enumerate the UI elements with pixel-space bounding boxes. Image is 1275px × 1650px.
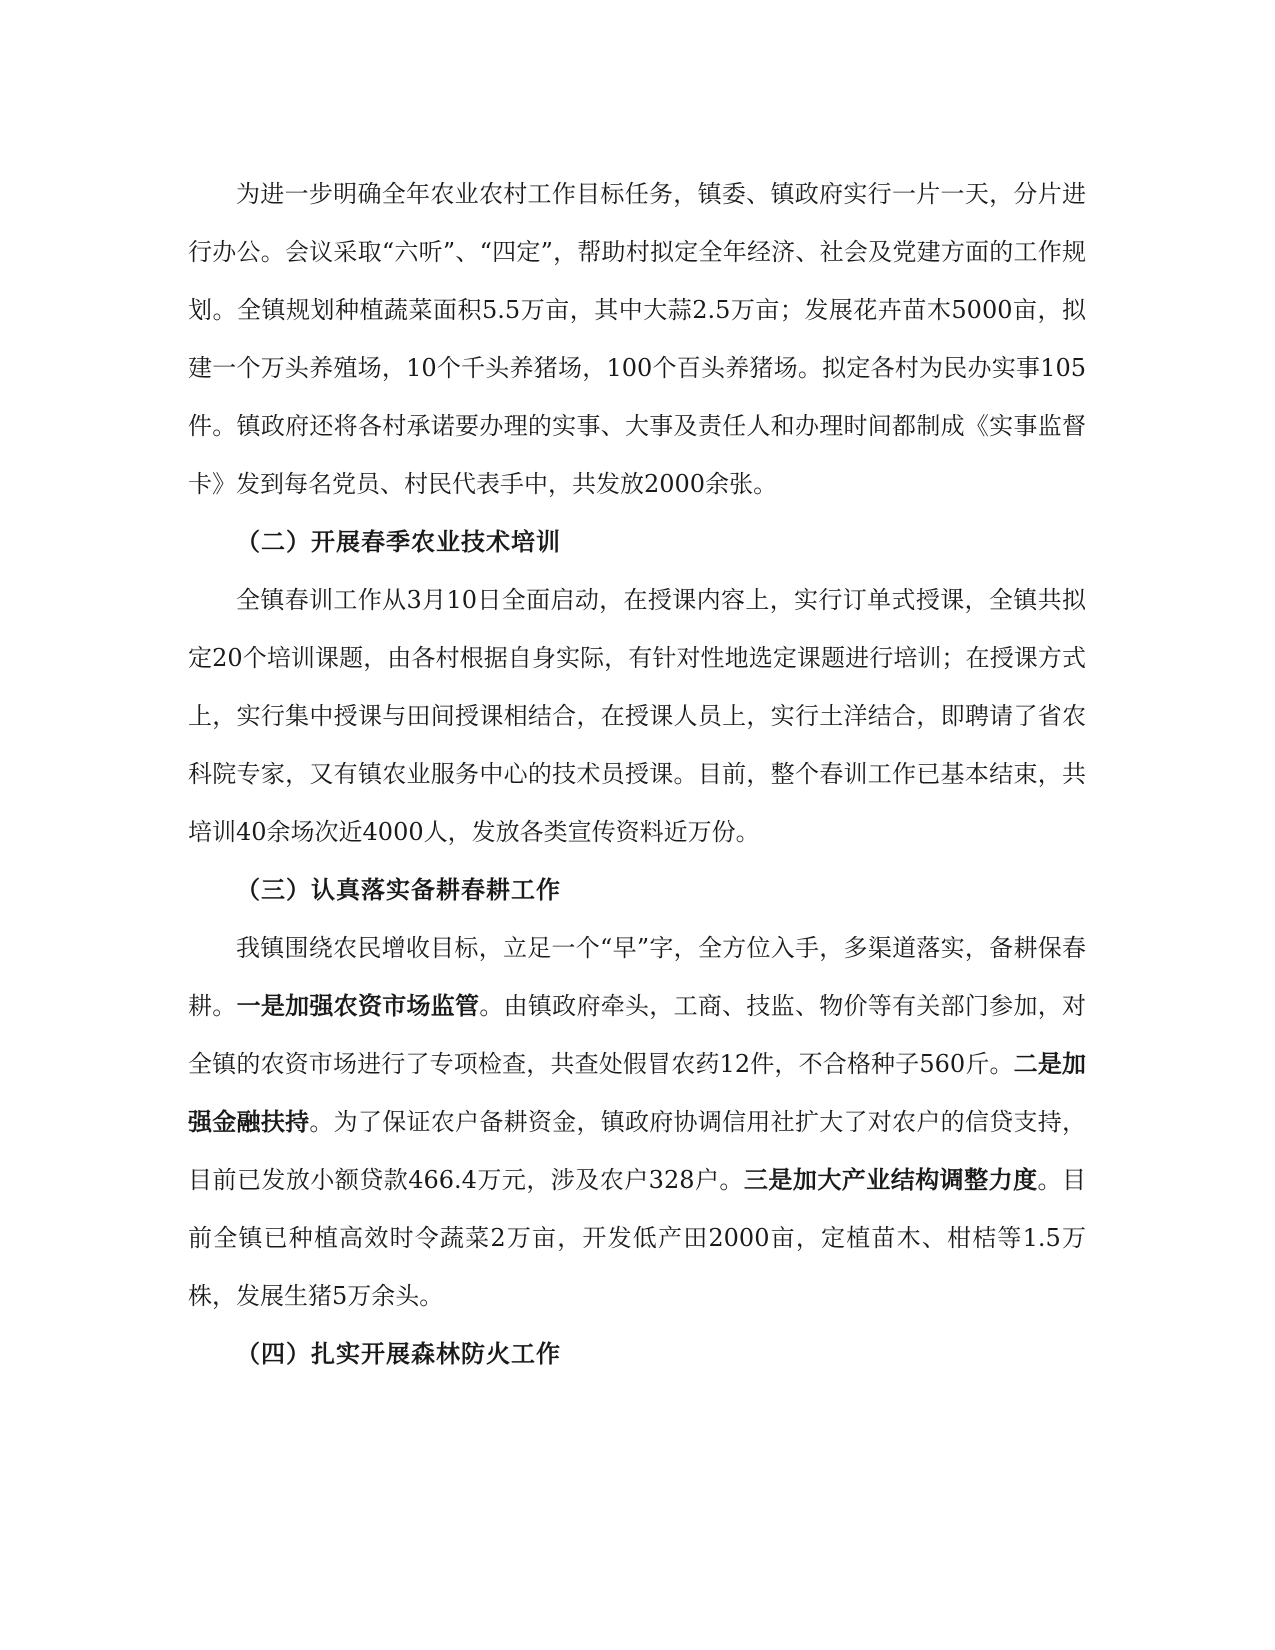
paragraph-spring-training: 全镇春训工作从3月10日全面启动，在授课内容上，实行订单式授课，全镇共拟定20个培训课题，由各村根据自身实际，有针对性地选定课题进行培训；在授课方式上，实行集中授课与田间授课相结合，在授课人员上，实行土洋结合，即聘请了省农科院专家，又有镇农业服务中心的技术员授课。目前，整个春训工作已基本结束，共培训40余场次近4000人，发放各类宣传资料近万份。 [188,586,1086,846]
document-body [188,165,1086,1383]
section-heading-forest-fire: （四）扎实开展森林防火工作 [236,1340,561,1368]
section-heading-spring-plowing: （三）认真落实备耕春耕工作 [236,876,561,904]
section-heading-spring-training: （二）开展春季农业技术培训 [236,528,561,556]
paragraph-work-planning: 为进一步明确全年农业农村工作目标任务，镇委、镇政府实行一片一天，分片进行办公。会议采取“六听”、“四定”，帮助村拟定全年经济、社会及党建方面的工作规划。全镇规划种植蔬菜面积5.5万亩，其中大蒜2.5万亩；发展花卉苗木5000亩，拟建一个万头养殖场，10个千头养猪场，100个百头养猪场。拟定各村为民办实事105件。镇政府还将各村承诺要办理的实事、大事及责任人和办理时间都制成《实事监督卡》发到每名党员、村民代表手中，共发放2000余张。 [188,180,1086,498]
point-two-text: 。为了保证农户备耕资金，镇政府协调信用社扩大了对农户的信贷支持，目前已发放小额贷款466.4万元，涉及农户328户。 [188,1108,1086,1194]
point-two-title: 二是加强金融扶持 [188,1050,1086,1136]
plowing-intro-text: 我镇围绕农民增收目标，立足一个“早”字，全方位入手，多渠道落实，备耕保春耕。 [188,934,1086,1020]
point-three-title: 三是加大产业结构调整力度 [743,1166,1038,1194]
paragraph-spring-plowing [188,919,1086,1325]
point-three-text: 。目前全镇已种植高效时令蔬菜2万亩，开发低产田2000亩，定植苗木、柑桔等1.5万株，发展生猪5万余头。 [188,1166,1087,1310]
point-one-text: 。由镇政府牵头，工商、技监、物价等有关部门参加，对全镇的农资市场进行了专项检查，共查处假冒农药12件，不合格种子560斤。 [188,992,1087,1078]
point-one-title: 一是加强农资市场监管 [236,992,480,1020]
